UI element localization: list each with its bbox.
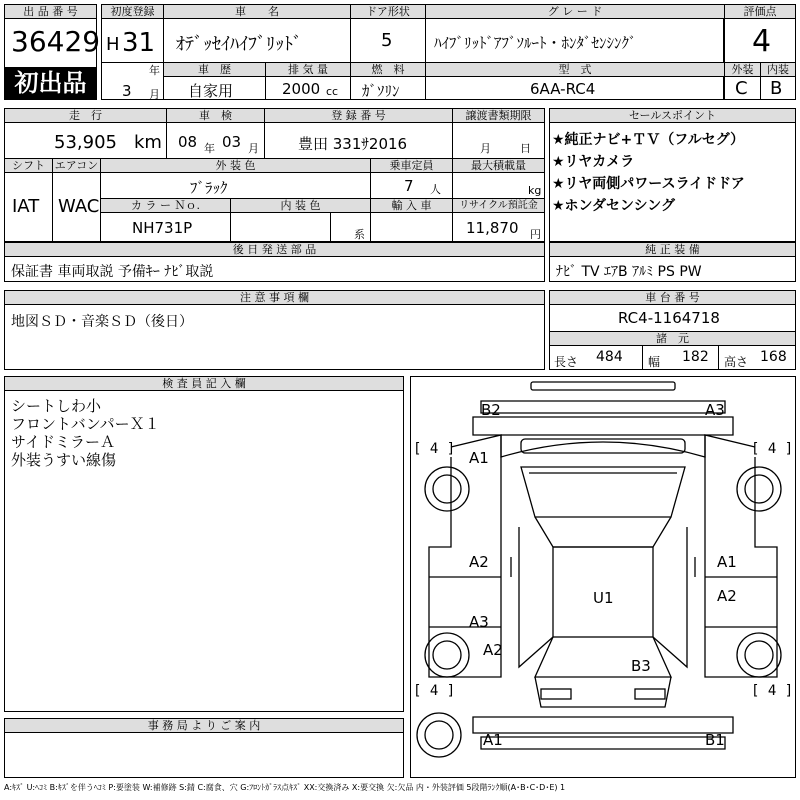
- selling-point-1: ★純正ナビ+ＴＶ（フルセグ）: [552, 132, 745, 148]
- exterior-label: 外装: [725, 63, 760, 77]
- capacity-value: 7: [404, 177, 414, 195]
- recycle-unit: 円: [530, 228, 541, 241]
- length-value: 484: [596, 349, 623, 365]
- reg-era: H: [106, 34, 120, 55]
- inspector-line-3: サイドミラーＡ: [11, 433, 115, 451]
- shift-value: IAT: [12, 196, 40, 217]
- damage-mark: A3: [705, 401, 725, 419]
- model-value: 6AA-RC4: [530, 80, 596, 98]
- tire-grade: [ 4 ]: [751, 441, 794, 457]
- inspector-label: 検 査 員 記 入 欄: [5, 377, 403, 391]
- color-no-value: NH731P: [132, 219, 193, 237]
- damage-mark: A3: [469, 613, 489, 631]
- damage-mark: A2: [717, 587, 737, 605]
- notes-box: [4, 290, 545, 370]
- displacement-unit: cc: [326, 85, 339, 98]
- selling-points-box: [549, 108, 796, 242]
- history-value: 自家用: [188, 82, 234, 100]
- damage-mark: B3: [631, 657, 651, 675]
- plate-label: 登 録 番 号: [265, 109, 452, 123]
- damage-mark: A1: [469, 449, 489, 467]
- office-label: 事 務 局 よ り ご 案 内: [5, 719, 403, 733]
- mileage-value: 53,905: [54, 132, 117, 153]
- equipment-box: [549, 242, 796, 282]
- first-listing-badge: 初出品: [5, 67, 96, 99]
- height-label: 高さ: [724, 355, 749, 369]
- displacement-label: 排 気 量: [266, 63, 350, 77]
- score-label: 評価点: [725, 5, 795, 19]
- int-color-unit: 系: [354, 228, 365, 241]
- color-value: ﾌﾞﾗｯｸ: [190, 179, 228, 197]
- width-label: 幅: [648, 355, 661, 369]
- inspector-box: [4, 376, 404, 712]
- car-name-label: 車 名: [164, 5, 350, 19]
- import-label: 輸 入 車: [371, 199, 452, 213]
- selling-points-label: セールスポイント: [550, 109, 795, 123]
- notes-text: 地図ＳＤ・音楽ＳＤ（後日）: [11, 314, 193, 330]
- car-diagram-box: [410, 376, 796, 778]
- height-value: 168: [760, 349, 787, 365]
- inspection-year: 08: [178, 133, 198, 151]
- reg-month: 3: [122, 82, 132, 100]
- inspector-line-1: シートしわ小: [11, 397, 102, 415]
- fuel-label: 燃 料: [351, 63, 425, 77]
- int-color-label: 内 装 色: [231, 199, 370, 213]
- lot-number: 36429: [11, 25, 101, 58]
- chassis-label: 車 台 番 号: [550, 291, 795, 305]
- displacement-value: 2000: [282, 80, 321, 98]
- equipment-label: 純 正 装 備: [550, 243, 795, 257]
- width-value: 182: [682, 349, 709, 365]
- inspection-year-unit: 年: [204, 142, 215, 155]
- shift-label: シフト: [5, 159, 52, 173]
- max-load-label: 最大積載量: [453, 159, 544, 173]
- tire-grade: [ 4 ]: [751, 683, 794, 699]
- lot-number-label: 出 品 番 号: [5, 5, 96, 19]
- exterior-grade: C: [735, 78, 748, 99]
- details-box: [4, 108, 545, 242]
- grade-label: グ レ ー ド: [426, 5, 724, 19]
- equipment-text: ﾅﾋﾞ TV ｴｱB ｱﾙﾐ PS PW: [556, 264, 702, 280]
- selling-point-3: ★リヤ両側パワースライドドア: [552, 176, 745, 192]
- inspector-line-2: フロントバンパーＸ１: [11, 415, 160, 433]
- ac-label: エアコン: [54, 159, 99, 172]
- later-parts-label: 後 日 発 送 部 品: [5, 243, 544, 257]
- selling-point-2: ★リヤカメラ: [552, 154, 635, 170]
- plate-value: 豊田 331ｻ2016: [298, 135, 408, 153]
- damage-mark: A2: [483, 641, 503, 659]
- transfer-day-unit: 日: [520, 142, 531, 155]
- legend-text: A:ｷｽﾞ U:ﾍｺﾐ B:ｷｽﾞを伴うﾍｺﾐ P:要塗装 W:補修跡 S:錆 C:腐食、穴 G:ﾌﾛﾝﾄｶﾞﾗｽ点ｷｽﾞ XX:交換済み X:要交換 欠:欠品 内・外装評価 5段階ﾗﾝｸ順(A･B･C･D･E) 1: [4, 783, 566, 792]
- recycle-label: リサイクル預託金: [453, 199, 544, 213]
- damage-mark: B2: [481, 401, 501, 419]
- mileage-label: 走 行: [5, 109, 166, 123]
- length-label: 長さ: [554, 355, 579, 369]
- damage-mark: A2: [469, 553, 489, 571]
- damage-mark: U1: [593, 589, 614, 607]
- color-no-label: カ ラ ー Ｎｏ.: [101, 199, 230, 213]
- inspection-month-unit: 月: [248, 142, 259, 155]
- inspection-month: 03: [222, 133, 242, 151]
- interior-label: 内装: [761, 63, 795, 77]
- recycle-value: 11,870: [466, 219, 519, 237]
- inspection-label: 車 検: [167, 109, 264, 123]
- history-label: 車 歴: [164, 63, 265, 77]
- first-reg-label: 初度登録: [102, 5, 163, 19]
- car-diagram: [411, 377, 795, 777]
- chassis-number: RC4-1164718: [618, 309, 720, 327]
- later-parts-text: 保証書 車両取説 予備ｷｰ ﾅﾋﾞ取説: [11, 264, 214, 280]
- car-name: ｵﾃﾞｯｾｲﾊｲﾌﾞﾘｯﾄﾞ: [176, 34, 302, 55]
- transfer-month-unit: 月: [480, 142, 491, 155]
- damage-mark: B1: [705, 731, 725, 749]
- doors-value: 5: [381, 30, 393, 51]
- score-value: 4: [752, 24, 772, 59]
- damage-mark: A1: [717, 553, 737, 571]
- ac-value: WAC: [58, 196, 100, 217]
- notes-label: 注 意 事 項 欄: [5, 291, 544, 305]
- tire-grade: [ 4 ]: [413, 683, 456, 699]
- grade-value: ﾊｲﾌﾞﾘｯﾄﾞｱﾌﾞｿﾙｰﾄ・ﾎﾝﾀﾞｾﾝｼﾝｸﾞ: [434, 34, 637, 52]
- inspector-line-4: 外装うすい線傷: [11, 451, 117, 469]
- capacity-label: 乗車定員: [371, 159, 452, 173]
- selling-point-4: ★ホンダセンシング: [552, 198, 676, 214]
- color-label: 外 装 色: [101, 159, 370, 173]
- interior-grade: B: [770, 78, 783, 99]
- doors-label: ドア形状: [351, 5, 425, 19]
- office-box: [4, 718, 404, 778]
- reg-month-unit: 月: [149, 88, 160, 101]
- dims-label: 諸 元: [550, 331, 795, 346]
- transfer-label: 譲渡書類期限: [453, 109, 544, 123]
- lot-number-box: [4, 4, 101, 100]
- capacity-unit: 人: [430, 183, 441, 196]
- tire-grade: [ 4 ]: [413, 441, 456, 457]
- reg-year: 31: [122, 28, 156, 58]
- mileage-unit: km: [134, 132, 162, 153]
- damage-mark: A1: [483, 731, 503, 749]
- model-label: 型 式: [426, 63, 724, 77]
- max-load-unit: kg: [528, 184, 542, 197]
- reg-year-unit: 年: [149, 64, 160, 77]
- chassis-box: [549, 290, 796, 370]
- later-parts-box: [4, 242, 545, 282]
- fuel-value: ｶﾞｿﾘﾝ: [362, 82, 400, 100]
